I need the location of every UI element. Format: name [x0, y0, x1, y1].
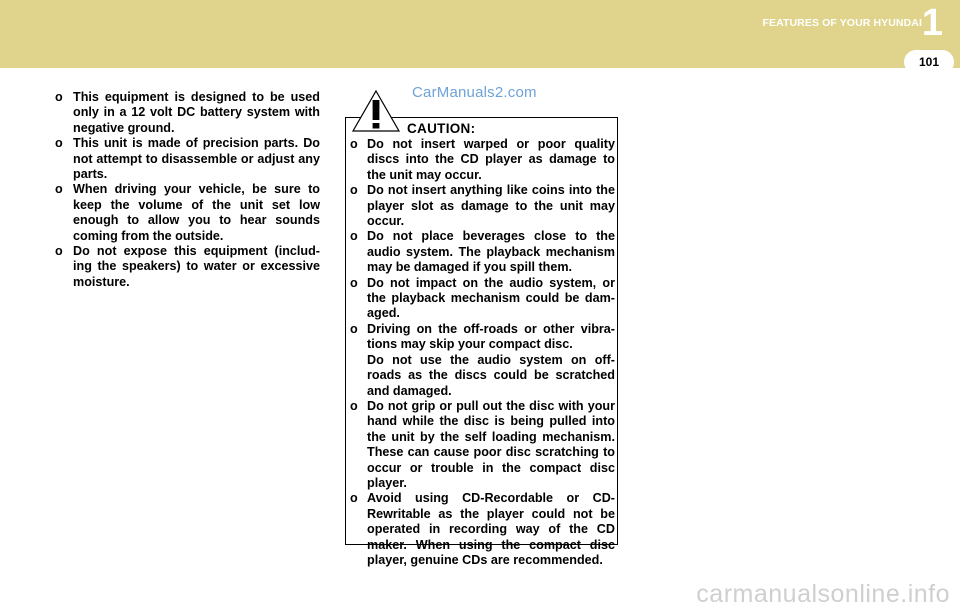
warning-triangle-icon	[350, 88, 402, 134]
footer-watermark: carmanualsonline.info	[696, 580, 950, 608]
left-column-list	[52, 90, 320, 290]
caution-list	[347, 137, 615, 568]
list-item: o This equipment is designed to be used only in a 12 volt DC battery system with negative ground.	[52, 90, 320, 136]
caution-text: o Do not impact on the audio system, or the playback mechanism could be dam-aged.	[367, 275, 615, 321]
page-number: 101	[904, 50, 954, 74]
header-band	[0, 0, 960, 68]
caution-item	[347, 276, 615, 322]
caution-item	[347, 183, 615, 229]
caution-item	[347, 322, 615, 399]
caution-text: o Do not insert warped or poor quality discs into the CD player as damage to the unit may occur.	[367, 137, 615, 182]
caution-text: o Avoid using CD-Recordable or CD-Rewritable as the player could not be operated in recording way of the CD maker. When using the compact disc player, genuine CDs are recommended.	[367, 491, 615, 567]
caution-item	[347, 491, 615, 568]
section-title: FEATURES OF YOUR HYUNDAI	[762, 17, 922, 29]
caution-text: o Do not place beverages close to the audio system. The playback mechanism may be damaged if you spill them.	[367, 229, 615, 275]
watermark-link[interactable]: CarManuals2.com	[412, 84, 537, 101]
caution-title: CAUTION:	[407, 121, 476, 136]
chapter-number: 1	[921, 2, 943, 44]
list-item: o Do not expose this equipment (includ-ing the speakers) to water or excessive moisture.	[52, 244, 320, 290]
list-item: o This unit is made of precision parts. Do not attempt to disassemble or adjust any parts.	[52, 136, 320, 182]
caution-text: Do not use the audio system on off-roads as the discs could be scratched and damaged.	[367, 352, 615, 398]
caution-item	[347, 229, 615, 275]
caution-text: o Do not insert anything like coins into the player slot as damage to the unit may occur.	[367, 183, 615, 229]
caution-text: o Driving on the off-roads or other vibra-tions may skip your compact disc.	[367, 321, 615, 352]
caution-item	[347, 137, 615, 183]
list-item: o When driving your vehicle, be sure to keep the volume of the unit set low enough to allow you to hear sounds coming from the outside.	[52, 182, 320, 244]
caution-item	[347, 399, 615, 491]
caution-text: o Do not grip or pull out the disc with your hand while the disc is being pulled into the unit by the self loading mechanism. These can cause poor disc scratching to occur or trouble in the compact disc player.	[367, 398, 615, 490]
